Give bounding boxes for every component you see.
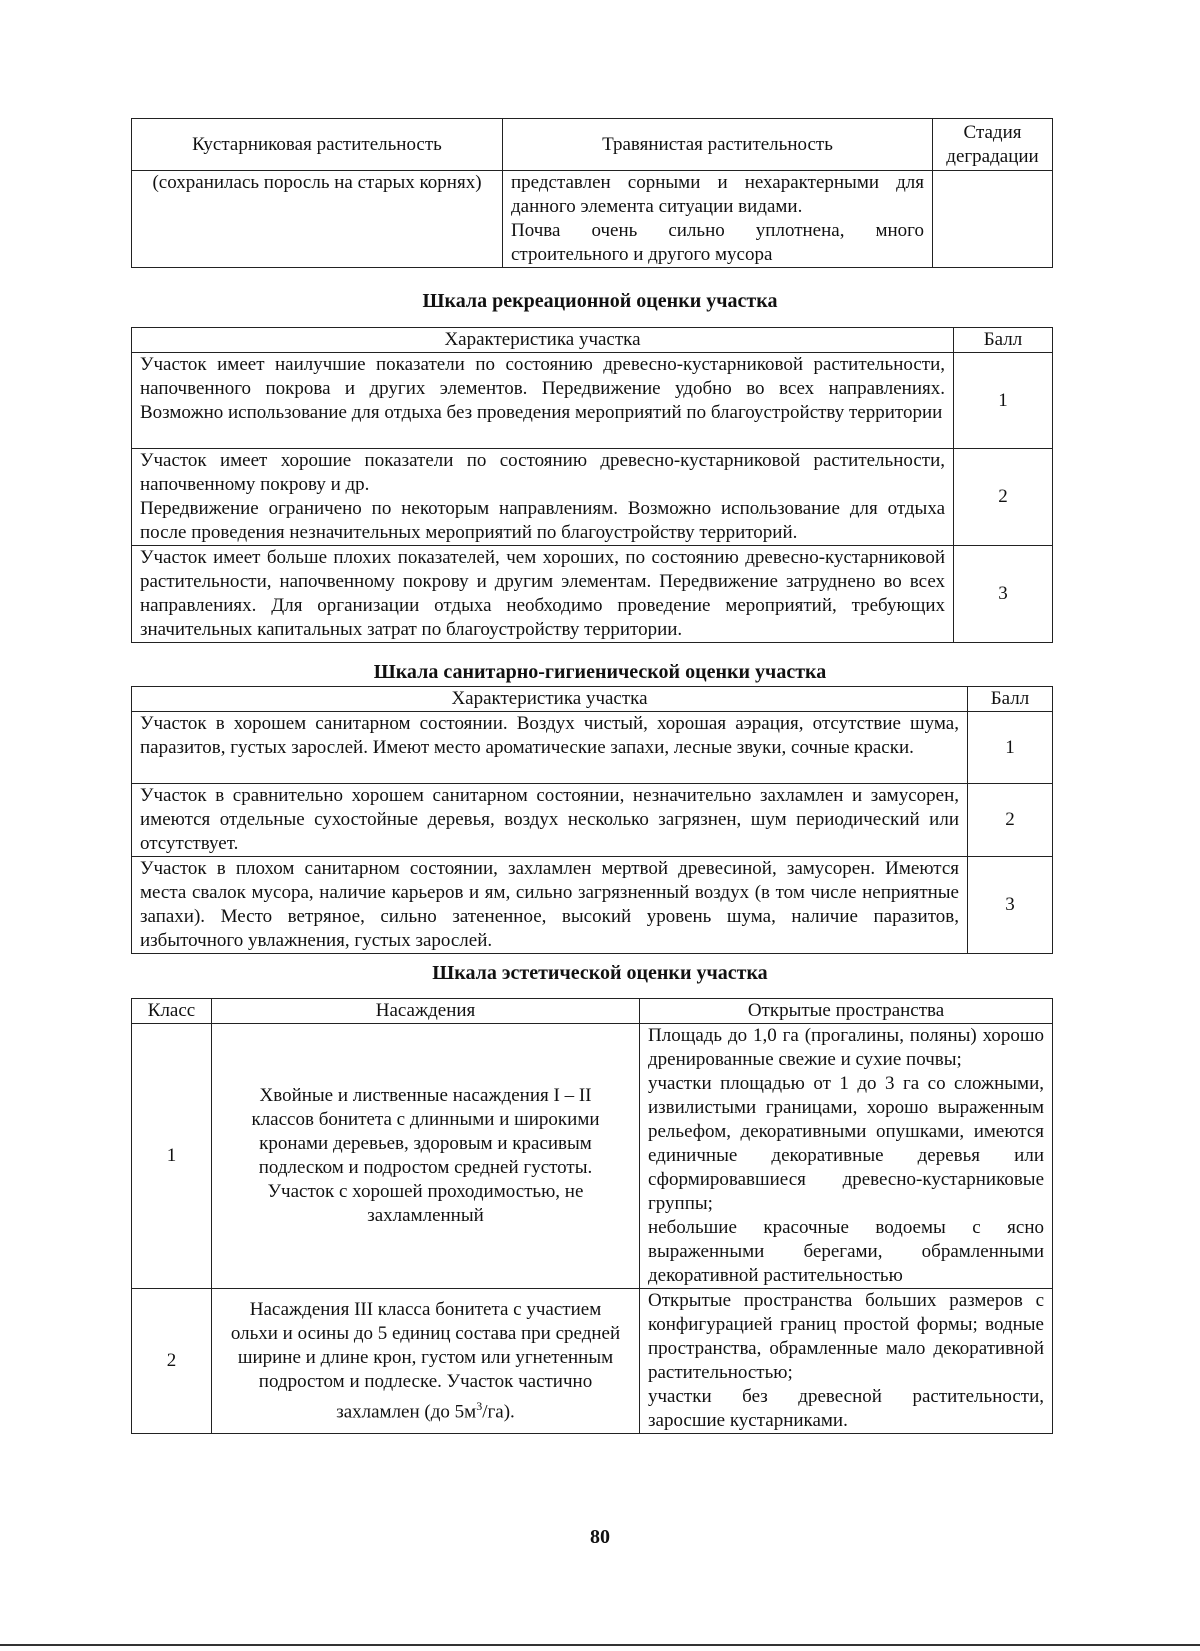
aesthetic-row-2-plantings-a: Насаждения III класса бонитета с участием ольхи и осины до 5 единиц состава при средней ширине и длине крон, густом или угнетенным подростом и подлеске. Участок частично захламлен (до 5м	[230, 1298, 621, 1423]
recreation-row-2-text	[132, 449, 954, 546]
sanitary-row-2-text: Участок в сравнительно хорошем санитарном состоянии, незначительно захламлен и замусорен, имеются отдельные сухостойные деревья, воздух несколько загрязнен, шум периодический или отсутствует.	[132, 784, 968, 857]
recreation-table	[131, 327, 1053, 643]
header-grass: Травянистая растительность	[503, 119, 933, 171]
sanitary-row-2-score: 2	[968, 784, 1053, 857]
sanitary-header-char: Характеристика участка	[132, 687, 968, 712]
header-stage: Стадия деградации	[933, 119, 1053, 171]
aesthetic-header-plantings: Насаждения	[212, 999, 640, 1024]
sanitary-row-3-score: 3	[968, 857, 1053, 954]
aesthetic-table	[131, 998, 1053, 1434]
aesthetic-row-2-plantings	[212, 1289, 640, 1434]
cell-grass	[503, 171, 933, 268]
sanitary-title: Шкала санитарно-гигиенической оценки участка	[373, 661, 827, 683]
sanitary-row-1-text: Участок в хорошем санитарном состоянии. Воздух чистый, хорошая аэрация, отсутствие шума, паразитов, густых зарослей. Имеют место ароматические запахи, лесные звуки, сочные краски.	[132, 712, 968, 784]
sanitary-table	[131, 686, 1053, 954]
recreation-row-1-p1: Участок имеет наилучшие показатели по состоянию древесно-кустарниковой растительности, напочвенного покрова и других элементов. Передвижение удобно во всех направлениях. Возможно использование для отдыха без проведения мероприятий по благоустройству территории	[140, 354, 945, 423]
aesthetic-row-1-plantings: Хвойные и лиственные насаждения I – II классов бонитета с длинными и широкими кронами деревьев, здоровым и красивым подлеском и подростом средней густоты. Участок с хорошей проходимостью, не захламленный	[212, 1024, 640, 1289]
aesthetic-row-2-plantings-b: /га).	[482, 1401, 515, 1423]
aesthetic-header-open: Открытые пространства	[640, 999, 1053, 1024]
aesthetic-row-1-open-p1: Площадь до 1,0 га (прогалины, поляны) хорошо дренированные свежие и сухие почвы;	[648, 1025, 1044, 1070]
aesthetic-row-2-open	[640, 1289, 1053, 1434]
aesthetic-title: Шкала эстетической оценки участка	[432, 962, 768, 984]
recreation-header-char: Характеристика участка	[132, 328, 954, 353]
recreation-title: Шкала рекреационной оценки участка	[422, 290, 778, 312]
aesthetic-row-1-open-p3: небольшие красочные водоемы с ясно выраженными берегами, обрамленными декоративной растительностью	[648, 1217, 1044, 1286]
bottom-rule	[0, 1644, 1200, 1646]
cell-grass-p2: Почва очень сильно уплотнена, много строительного и другого мусора	[511, 220, 924, 265]
recreation-row-3-text	[132, 546, 954, 643]
sanitary-row-1-score: 1	[968, 712, 1053, 784]
recreation-row-3-score: 3	[954, 546, 1053, 643]
cell-stage	[933, 171, 1053, 268]
aesthetic-row-2-open-p2: участки без древесной растительности, заросшие кустарниками.	[648, 1386, 1044, 1431]
recreation-row-1-score: 1	[954, 353, 1053, 449]
degradation-table	[131, 118, 1053, 268]
recreation-row-3-p1: Участок имеет больше плохих показателей, чем хороших, по состоянию древесно-кустарниковой растительности, напочвенному покрову и другим элементам. Передвижение затруднено во всех направлениях. Для организации отдыха необходимо проведение мероприятий, требующих значительных капитальных затрат по благоустройству территории.	[140, 547, 945, 640]
aesthetic-row-1-open	[640, 1024, 1053, 1289]
page-number: 80	[590, 1526, 610, 1548]
header-shrub: Кустарниковая растительность	[132, 119, 503, 171]
cell-grass-p1: представлен сорными и нехарактерными для данного элемента ситуации видами.	[511, 172, 924, 217]
aesthetic-row-1-class: 1	[132, 1024, 212, 1289]
cell-shrub-text: (сохранилась поросль на старых корнях)	[152, 172, 482, 193]
cell-shrub	[132, 171, 503, 268]
sanitary-row-3-text: Участок в плохом санитарном состоянии, захламлен мертвой древесиной, замусорен. Имеются места свалок мусора, наличие карьеров и ям, сильно загрязненный воздух (в том числе неприятные запахи). Место ветряное, сильно затененное, высокий уровень шума, наличие паразитов, избыточного увлажнения, густых зарослей.	[132, 857, 968, 954]
recreation-row-1-text	[132, 353, 954, 449]
recreation-header-score: Балл	[954, 328, 1053, 353]
recreation-row-2-p2: Передвижение ограничено по некоторым направлениям. Возможно использование для отдыха после проведения незначительных мероприятий по благоустройству территорий.	[140, 498, 945, 543]
recreation-row-2-score: 2	[954, 449, 1053, 546]
aesthetic-header-class: Класс	[132, 999, 212, 1024]
aesthetic-row-2-class: 2	[132, 1289, 212, 1434]
sanitary-header-score: Балл	[968, 687, 1053, 712]
aesthetic-row-1-open-p2: участки площадью от 1 до 3 га со сложными, извилистыми границами, хорошо выраженным рельефом, декоративными опушками, имеются единичные декоративные деревья или сформировавшиеся древесно-кустарниковые группы;	[648, 1073, 1044, 1214]
recreation-row-2-p1: Участок имеет хорошие показатели по состоянию древесно-кустарниковой растительности, напочвенному покрову и др.	[140, 450, 945, 495]
aesthetic-row-2-plantings-sup: 3	[476, 1398, 483, 1413]
aesthetic-row-2-open-p1: Открытые пространства больших размеров с конфигурацией границ простой формы; водные пространства, обрамленные мало декоративной растительностью;	[648, 1290, 1044, 1383]
